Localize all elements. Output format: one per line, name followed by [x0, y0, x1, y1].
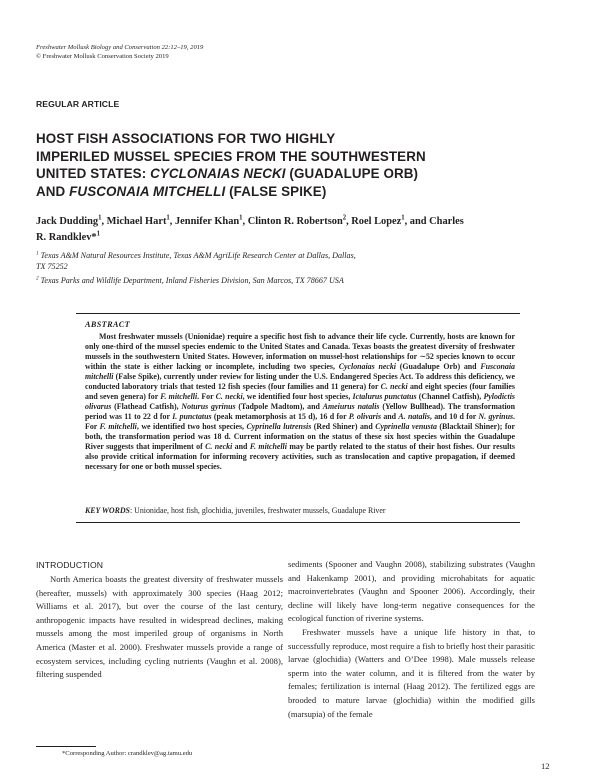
- author-affiliation-mark: 1: [96, 230, 100, 238]
- abstract-text-segment: (Blacktail Shiner); for both, the transformation period was 18 d. Current information on the status of these six host species within the Guadalupe River suggests that imperilment of: [85, 422, 515, 451]
- abstract-species-name: C. necki: [205, 442, 233, 451]
- affiliation-2-number: 2: [36, 275, 39, 282]
- author-separator: ,: [346, 216, 352, 227]
- introduction-heading: INTRODUCTION: [36, 560, 104, 570]
- author-affiliation-mark: 1: [239, 214, 243, 222]
- abstract-species-name: Ictalurus punctatus: [352, 392, 417, 401]
- title-species-2: FUSCONAIA MITCHELLI: [69, 183, 226, 199]
- abstract-species-name: F. mitchelli: [99, 422, 137, 431]
- abstract-text-segment: (Flathead Catfish),: [111, 402, 182, 411]
- abstract-text-segment: (Yellow Bullhead). The transformation period was 11 to 22 d for: [85, 402, 515, 421]
- author-affiliation-mark: 1: [166, 214, 170, 222]
- title-line-2: IMPERILED MUSSEL SPECIES FROM THE SOUTHWESTERN: [36, 148, 426, 164]
- author-name: Michael Hart: [106, 216, 167, 227]
- intro-paragraph-1: North America boasts the greatest diversity of freshwater mussels (hereafter, mussels) with approximately 300 species (Haag 2012; Williams et al. 2017), but over the course of the last century, anthropogenic impacts have resulted in widespread declines, making mussels among the most imperiled group of organisms in North America (Master et al. 2000). Freshwater mussels provide a range of ecosystem services, including cycling nutrients (Vaughn et al. 2008), filtering suspended: [36, 574, 283, 680]
- abstract-text-segment: Most freshwater mussels (Unionidae) require a specific host fish to advance their life cycle. Currently, hosts are known for only one-third of the mussel species endemic to the United States and Canada. Texas boasts the greatest diversity of freshwater mussels in the southwestern United States. However, information on mussel-host relationships for ∼52 species known to occur within the state is either lacking or incomplete, including two species,: [85, 332, 515, 371]
- intro-paragraph-1-continued: sediments (Spooner and Vaughn 2008), stabilizing substrates (Vaughn and Hakenkamp 2001), and providing microhabitats for aquatic macroinvertebrates (Vaughn and Spooner 2006). Accordingly, their decline will likely have long-term negative consequences for the ecological function of riverine systems.: [288, 559, 535, 624]
- keywords-separator: :: [129, 506, 135, 515]
- abstract-species-name: N. gyrinus: [478, 412, 514, 421]
- left-column: [36, 573, 283, 682]
- abstract-species-name: A. natalis: [398, 412, 430, 421]
- affiliation-1-number: 1: [36, 250, 39, 257]
- title-line-1: HOST FISH ASSOCIATIONS FOR TWO HIGHLY: [36, 131, 336, 146]
- abstract-species-name: Fusconaia mitchelli: [85, 362, 515, 381]
- abstract-text-segment: and: [232, 442, 250, 451]
- abstract-text-segment: (Guadalupe Orb) and: [395, 362, 481, 371]
- abstract-paragraph: [85, 332, 515, 472]
- author-name: Roel Lopez: [351, 216, 402, 227]
- abstract-species-name: F. mitchelli: [160, 392, 198, 401]
- keywords: [85, 506, 515, 515]
- abstract-text-segment: may be partly related to the status of their host fishes. Our results also provide critical information for informing recovery activities, such as translocation and captive propagation, if deemed necessary for one or both mussel species.: [85, 442, 515, 471]
- affiliation-2-text: Texas Parks and Wildlife Department, Inland Fisheries Division, San Marcos, TX 78667 USA: [40, 276, 344, 285]
- abstract-text-segment: (Tadpole Madtom), and: [235, 402, 323, 411]
- affiliation-1-line-2: TX 75252: [36, 262, 68, 272]
- article-title: [36, 130, 456, 200]
- abstract-text-segment: and eight species (four families and seven genera) for: [85, 382, 515, 401]
- affiliation-1-line-1: Texas A&M Natural Resources Institute, Texas A&M AgriLife Research Center at Dallas, Dallas,: [40, 251, 356, 260]
- abstract-species-name: Cyprinella lutrensis: [246, 422, 312, 431]
- keywords-label: KEY WORDS: [85, 506, 130, 515]
- abstract-text-segment: (False Spike), currently under review for listing under the U.S. Endangered Species Act. To address this deficiency, we conducted laboratory trials that tested 12 fish species (four families and 11 genera) for: [85, 372, 515, 391]
- footnote-divider: [36, 746, 96, 747]
- right-column: [288, 558, 535, 721]
- title-line-4-text: AND: [36, 183, 70, 199]
- abstract-text-segment: , we identified four host species,: [242, 392, 353, 401]
- journal-copyright: © Freshwater Mollusk Conservation Society 2019: [36, 52, 169, 60]
- author-name: Charles R. Randklev*: [36, 216, 464, 243]
- abstract-species-name: Ameiurus natalis: [322, 402, 380, 411]
- abstract-text-segment: (Red Shiner) and: [311, 422, 376, 431]
- title-common-name-1: (GUADALUPE ORB): [285, 166, 419, 182]
- abstract-text-segment: (Channel Catfish),: [416, 392, 484, 401]
- abstract-heading: ABSTRACT: [85, 320, 131, 329]
- author-list: [36, 214, 476, 246]
- title-species-1: CYCLONAIAS NECKI: [150, 166, 286, 182]
- abstract-text-segment: . For: [85, 412, 516, 431]
- abstract-species-name: C. necki: [380, 382, 408, 391]
- keywords-value: Unionidae, host fish, glochidia, juveniles, freshwater mussels, Guadalupe River: [134, 506, 386, 515]
- title-line-3: [36, 165, 456, 183]
- author-name: Jack Dudding: [36, 216, 99, 227]
- abstract-species-name: Pylodictis olivarus: [85, 392, 516, 411]
- author-name: Jennifer Khan: [174, 216, 240, 227]
- abstract-text-segment: , we identified two host species,: [136, 422, 247, 431]
- title-line-4: [36, 183, 456, 201]
- article-type-label: REGULAR ARTICLE: [36, 99, 120, 109]
- author-name: Clinton R. Robertson: [247, 216, 343, 227]
- author-affiliation-mark: 2: [342, 214, 347, 222]
- abstract-text-segment: . For: [197, 392, 216, 401]
- author-separator: , and: [404, 216, 430, 227]
- abstract-species-name: P. olivaris: [348, 412, 382, 421]
- journal-citation: Freshwater Mollusk Biology and Conservation 22:12–19, 2019: [36, 44, 204, 51]
- abstract-text-segment: (peak metamorphosis at 15 d), 16 d for: [211, 412, 349, 421]
- abstract-species-name: C. necki: [215, 392, 243, 401]
- page-number: 12: [541, 761, 550, 771]
- abstract-species-name: Cyprinella venusta: [375, 422, 437, 431]
- abstract-species-name: Noturus gyrinus: [181, 402, 236, 411]
- abstract-species-name: F. mitchelli: [249, 442, 287, 451]
- author-separator: ,: [169, 216, 175, 227]
- abstract-body: [85, 332, 515, 472]
- author-separator: ,: [242, 216, 248, 227]
- affiliation-2: [36, 275, 476, 286]
- affiliation-1: [36, 250, 476, 272]
- abstract-text-segment: and: [381, 412, 399, 421]
- author-affiliation-mark: 1: [98, 214, 102, 222]
- abstract-species-name: Cyclonaias necki: [338, 362, 396, 371]
- journal-header: [36, 44, 203, 61]
- intro-paragraph-2: Freshwater mussels have a unique life history in that, to successfully reproduce, most require a fish to briefly host their parasitic larvae (glochidia) (Watters and O’Dee 1998). Male mussels release sperm into the water column, and it is filtered from the water by females; fertilization is internal (Haag 2012). The fertilized eggs are brooded to mature larvae (glochidia) within the modified gills (marsupia) of the female: [288, 626, 535, 719]
- abstract-text-segment: , and 10 d for: [429, 412, 479, 421]
- author-affiliation-mark: 1: [401, 214, 405, 222]
- title-line-3-text: UNITED STATES:: [36, 166, 151, 182]
- abstract-species-name: I. punctatus: [172, 412, 212, 421]
- title-common-name-2: (FALSE SPIKE): [225, 183, 327, 199]
- author-separator: ,: [101, 216, 107, 227]
- corresponding-author-footnote: *Corresponding Author: crandklev@ag.tamu.edu: [62, 750, 193, 757]
